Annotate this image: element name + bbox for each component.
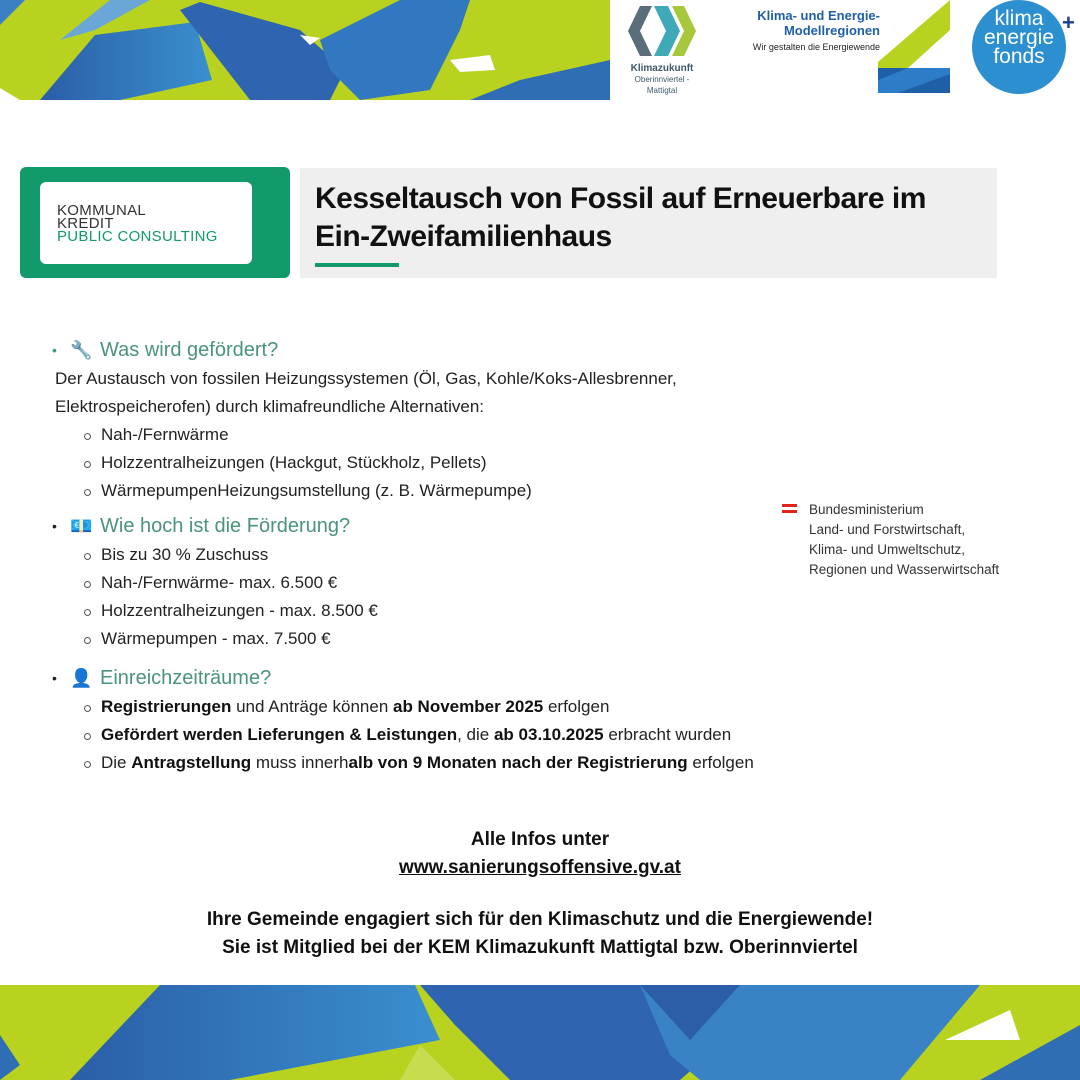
list-item: Holzzentralheizungen - max. 8.500 € — [82, 597, 892, 625]
klimazukunft-logo — [622, 6, 702, 98]
website-link[interactable]: www.sanierungsoffensive.gv.at — [399, 857, 681, 878]
list-item: WärmepumpenHeizungsumstellung (z. B. Wärmepumpe) — [82, 477, 892, 505]
list-item: Nah-/Fernwärme — [82, 421, 892, 449]
ministry-line3: Klima- und Umweltschutz, — [809, 542, 966, 557]
bold-text: ab November 2025 — [393, 697, 544, 716]
title-underline — [315, 263, 399, 267]
list-item: Holzzentralheizungen (Hackgut, Stückholz, Pellets) — [82, 449, 892, 477]
title-line1: Kesseltausch von Fossil auf Erneuerbare im — [315, 182, 926, 215]
kem-title-line1: Klima- und Energie- — [757, 8, 880, 23]
kommunalkredit-text — [57, 204, 218, 243]
kem-program-title — [720, 8, 880, 38]
klimazukunft-sub1: Oberinnviertel - — [634, 75, 690, 84]
bullet-icon: • — [52, 342, 57, 358]
title-banner — [300, 168, 997, 278]
fonds-line1: klima — [994, 7, 1044, 30]
plus-icon: + — [1062, 10, 1075, 35]
bold-text: alb von 9 Monaten nach der Registrierung — [348, 753, 688, 772]
bold-text: ab 03.10.2025 — [493, 725, 604, 744]
kem-title-line2: Modellregionen — [783, 23, 880, 38]
ministry-line4: Regionen und Wasserwirtschaft — [809, 562, 1000, 577]
text: erfolgen — [543, 697, 610, 716]
text: muss innerh — [251, 753, 349, 772]
kem-slash-icon — [878, 0, 950, 95]
section-heading-text: Einreichzeiträume? — [100, 667, 272, 689]
wrench-icon: 🔧 — [70, 340, 93, 360]
kem-tagline: Wir gestalten die Energiewende — [752, 42, 880, 52]
fonds-line2: energie — [983, 26, 1055, 49]
funding-list — [52, 541, 892, 653]
kpc-line2: KREDIT — [57, 215, 114, 232]
section-paragraph — [55, 365, 892, 421]
list-item — [82, 721, 892, 749]
top-decorative-banner — [0, 0, 610, 100]
ministry-line2: Land- und Forstwirtschaft, — [809, 522, 966, 537]
title-line2: Ein-Zweifamilienhaus — [315, 220, 612, 253]
klimazukunft-name: Klimazukunft — [630, 63, 694, 74]
paragraph-line1: Der Austausch von fossilen Heizungssystemen (Öl, Gas, Kohle/Koks-Allesbrenner, — [55, 369, 677, 388]
section-heading-text: Was wird gefördert? — [100, 339, 279, 361]
paragraph-line2: Elektrospeicherofen) durch klimafreundliche Alternativen: — [55, 397, 485, 416]
list-item — [82, 749, 892, 777]
list-item: Nah-/Fernwärme- max. 6.500 € — [82, 569, 892, 597]
footer-line1: Ihre Gemeinde engagiert sich für den Klimaschutz und die Energiewende! — [206, 909, 874, 930]
geometric-pattern-icon — [0, 0, 610, 100]
list-item: Bis zu 30 % Zuschuss — [82, 541, 892, 569]
kommunalkredit-logo-inner — [40, 182, 252, 264]
info-label: Alle Infos unter — [470, 829, 610, 850]
bold-text: Gefördert werden Lieferungen & Leistungen — [101, 725, 458, 744]
content — [52, 335, 892, 777]
text: Die — [101, 753, 132, 772]
person-icon: 👤 — [70, 668, 93, 688]
klimazukunft-sub2: Mattigtal — [646, 86, 678, 95]
page-title — [315, 180, 926, 256]
bold-text: Registrierungen — [101, 697, 232, 716]
text: und Anträge können — [231, 697, 393, 716]
logo-strip — [610, 0, 1080, 100]
footer — [0, 826, 1080, 962]
alternatives-list — [52, 421, 892, 505]
text: , die — [457, 725, 494, 744]
section-heading-gefoerdert — [52, 335, 892, 365]
ministry-name — [809, 500, 999, 580]
text: erfolgen — [687, 753, 754, 772]
section-heading-foerderung — [52, 511, 892, 541]
fonds-line3: fonds — [993, 45, 1045, 68]
kpc-line1: KOMMUNAL — [57, 202, 147, 219]
section-heading-einreichzeitraeume — [52, 663, 892, 693]
klima-energie-fonds-logo — [972, 0, 1066, 94]
bottom-decorative-banner — [0, 985, 1080, 1080]
ministry-line1: Bundesministerium — [809, 502, 924, 517]
list-item — [82, 693, 892, 721]
money-icon: 💶 — [70, 516, 93, 536]
bold-text: Antragstellung — [131, 753, 252, 772]
footer-line2: Sie ist Mitglied bei der KEM Klimazukunft Mattigtal bzw. Oberinnviertel — [222, 937, 858, 958]
deadlines-list — [52, 693, 892, 777]
kpc-line3: PUBLIC CONSULTING — [57, 228, 218, 245]
text: erbracht wurden — [603, 725, 732, 744]
section-heading-text: Wie hoch ist die Förderung? — [100, 515, 351, 537]
kommunalkredit-logo — [20, 167, 290, 278]
geometric-pattern-icon — [0, 985, 1080, 1080]
bullet-icon: • — [52, 518, 57, 534]
bullet-icon: • — [52, 670, 57, 686]
austria-flag-icon — [782, 504, 797, 516]
list-item: Wärmepumpen - max. 7.500 € — [82, 625, 892, 653]
chevrons-icon — [626, 6, 698, 56]
